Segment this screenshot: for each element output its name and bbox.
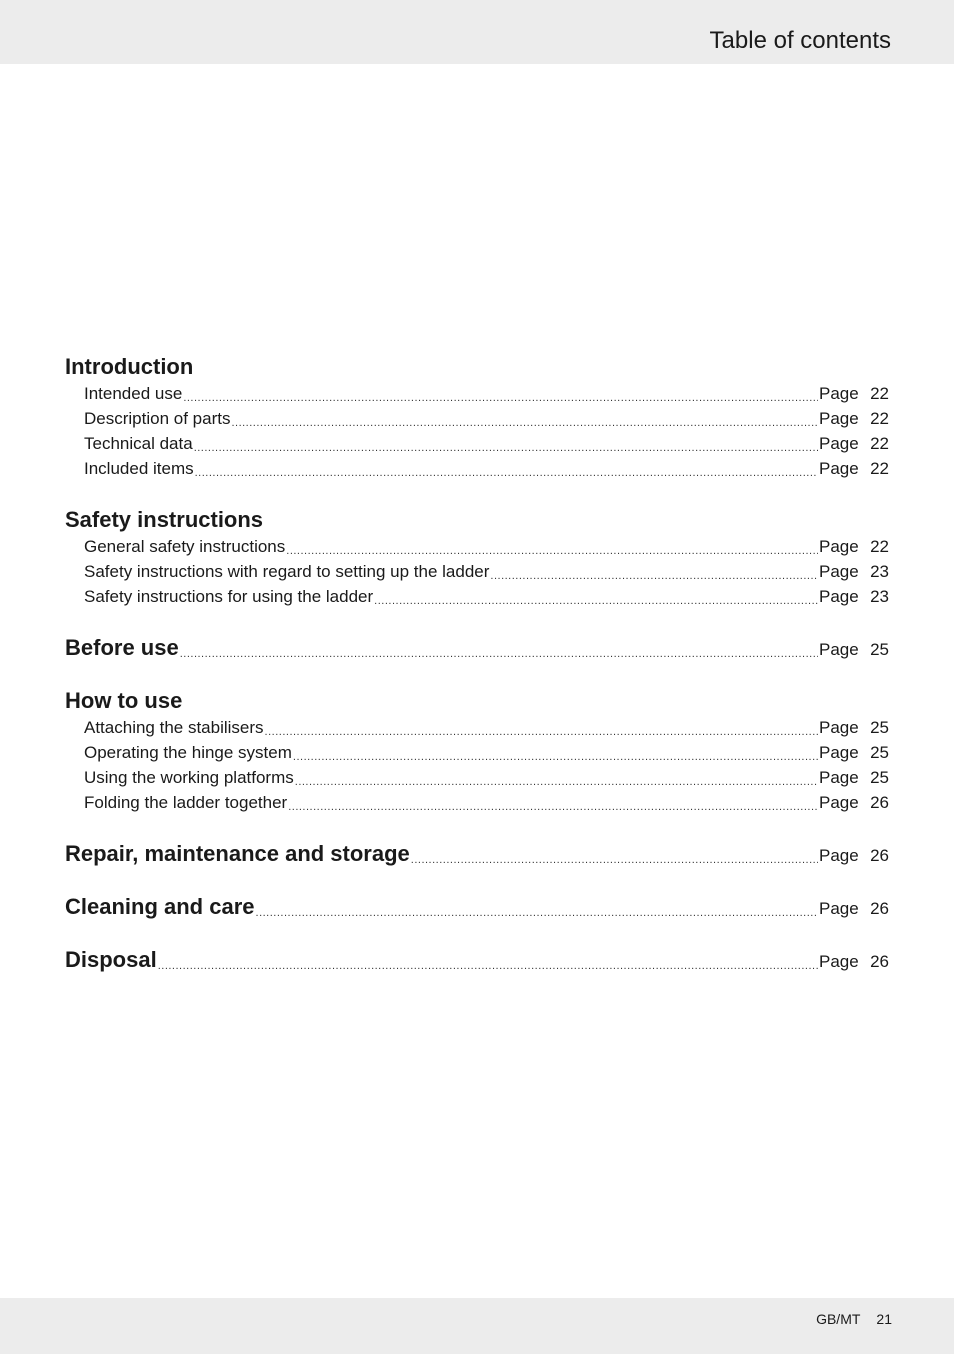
page-ref: Page 23	[819, 562, 889, 581]
leader-dots	[183, 381, 818, 406]
toc-section-introduction	[65, 353, 889, 481]
leader-dots	[411, 843, 818, 868]
section-title: Introduction	[65, 354, 194, 379]
toc-entry[interactable]: Attaching the stabilisers ..... Page 25	[65, 715, 889, 740]
toc-entry[interactable]: Safety instructions for using the ladder ..... Page 23	[65, 584, 889, 609]
toc-entry[interactable]: Operating the hinge system ..... Page 25	[65, 740, 889, 765]
toc-entry[interactable]: Technical data ..... Page 22	[65, 431, 889, 456]
toc-entry[interactable]: Using the working platforms ..... Page 25	[65, 765, 889, 790]
leader-dots	[194, 431, 818, 456]
page-ref: Page 26	[819, 793, 889, 812]
page-ref: Page 26	[819, 899, 889, 918]
table-of-contents	[65, 353, 889, 999]
leader-dots	[158, 949, 818, 974]
leader-dots	[180, 637, 818, 662]
section-title: Cleaning and care	[65, 894, 255, 919]
leader-dots	[231, 406, 818, 431]
toc-entry[interactable]: Included items ..... Page 22	[65, 456, 889, 481]
toc-section-before-use[interactable]	[65, 634, 889, 662]
section-title: Disposal	[65, 947, 157, 972]
toc-entry[interactable]: Description of parts ..... Page 22	[65, 406, 889, 431]
page-ref: Page 26	[819, 952, 889, 971]
section-title: Repair, maintenance and storage	[65, 841, 410, 866]
leader-dots	[256, 896, 818, 921]
page-ref: Page 22	[819, 409, 889, 428]
toc-section-cleaning[interactable]	[65, 893, 889, 921]
leader-dots	[374, 584, 818, 609]
section-title: Before use	[65, 635, 179, 660]
footer-label	[816, 1310, 892, 1328]
leader-dots	[265, 715, 818, 740]
page-ref: Page 23	[819, 587, 889, 606]
leader-dots	[293, 740, 818, 765]
toc-section-repair[interactable]	[65, 840, 889, 868]
toc-section-how-to-use	[65, 687, 889, 815]
page-ref: Page 25	[819, 743, 889, 762]
page-ref: Page 25	[819, 640, 889, 659]
toc-entry[interactable]: Safety instructions with regard to setting up the ladder ..... Page 23	[65, 559, 889, 584]
leader-dots	[288, 790, 818, 815]
page-ref: Page 22	[819, 434, 889, 453]
region-code: GB/MT	[816, 1311, 861, 1327]
section-title: Safety instructions	[65, 507, 264, 532]
leader-dots	[295, 765, 818, 790]
page-ref: Page 25	[819, 718, 889, 737]
page-footer	[0, 1298, 954, 1354]
page-number: 21	[876, 1311, 892, 1327]
page-ref: Page 22	[819, 459, 889, 478]
leader-dots	[286, 534, 818, 559]
page-title: Table of contents	[709, 27, 891, 54]
leader-dots	[490, 559, 818, 584]
toc-entry[interactable]: Intended use ..... Page 22	[65, 381, 889, 406]
toc-entry[interactable]: Folding the ladder together ..... Page 26	[65, 790, 889, 815]
page-ref: Page 25	[819, 768, 889, 787]
toc-entry[interactable]: General safety instructions ..... Page 22	[65, 534, 889, 559]
section-title: How to use	[65, 688, 183, 713]
page-ref: Page 22	[819, 384, 889, 403]
toc-section-disposal[interactable]	[65, 946, 889, 974]
page-ref: Page 22	[819, 537, 889, 556]
page-ref: Page 26	[819, 846, 889, 865]
leader-dots	[195, 456, 818, 481]
toc-section-safety	[65, 506, 889, 609]
